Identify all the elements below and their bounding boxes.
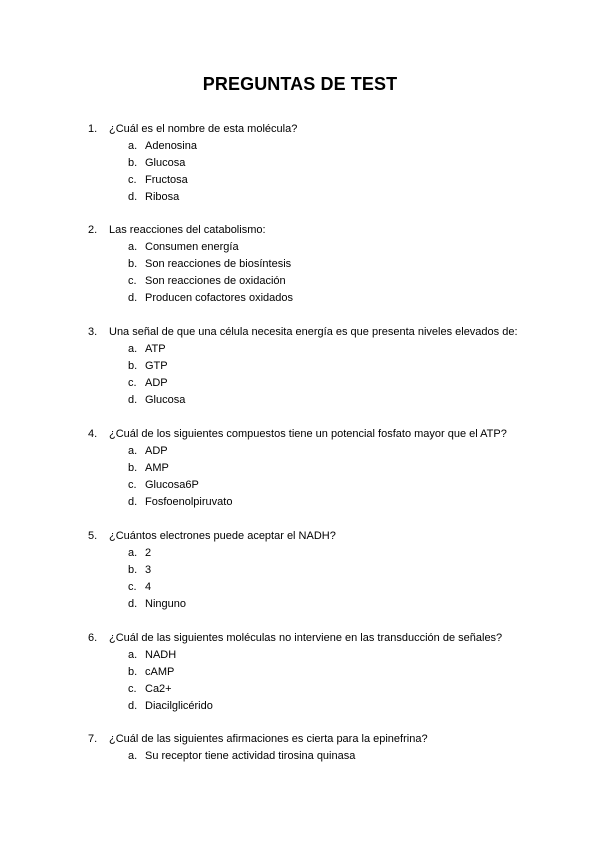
option-letter: c. [128, 174, 137, 186]
question-number: 4. [88, 428, 98, 440]
option-letter: b. [128, 360, 138, 372]
option-a [88, 545, 558, 562]
option-list [88, 748, 558, 765]
option-letter: c. [128, 275, 137, 287]
option-d [88, 290, 558, 307]
option-letter: c. [128, 479, 137, 491]
option-letter: a. [128, 649, 138, 661]
question-text: Una señal de que una célula necesita energía es que presenta niveles elevados de: [109, 326, 518, 338]
option-c [88, 172, 558, 189]
option-text: Fosfoenolpiruvato [145, 496, 233, 508]
option-list [88, 341, 558, 409]
option-letter: b. [128, 666, 138, 678]
option-text: Ca2+ [145, 683, 172, 695]
option-b [88, 155, 558, 172]
option-a [88, 239, 558, 256]
option-text: NADH [145, 649, 177, 661]
question-1 [88, 121, 558, 206]
option-letter: c. [128, 683, 137, 695]
option-text: Son reacciones de biosíntesis [145, 258, 292, 270]
option-b [88, 460, 558, 477]
option-text: 3 [145, 564, 152, 576]
page-title: PREGUNTAS DE TEST [202, 74, 398, 94]
question-text: ¿Cuál de los siguientes compuestos tiene un potencial fosfato mayor que el ATP? [109, 428, 507, 440]
option-d [88, 392, 558, 409]
option-c [88, 375, 558, 392]
option-text: Glucosa6P [145, 479, 199, 491]
option-text: 4 [145, 581, 152, 593]
option-text: Son reacciones de oxidación [145, 275, 286, 287]
option-text: Consumen energía [145, 241, 239, 253]
option-text: Producen cofactores oxidados [145, 292, 293, 304]
question-number: 6. [88, 632, 98, 644]
question-text: ¿Cuántos electrones puede aceptar el NADH? [109, 530, 336, 542]
option-text: Glucosa [145, 157, 186, 169]
option-text: ATP [145, 343, 166, 355]
option-list [88, 138, 558, 206]
question-text: ¿Cuál de las siguientes afirmaciones es cierta para la epinefrina? [109, 733, 428, 745]
option-c [88, 579, 558, 596]
option-a [88, 138, 558, 155]
option-list [88, 647, 558, 715]
option-letter: a. [128, 547, 138, 559]
option-b [88, 256, 558, 273]
option-list [88, 545, 558, 613]
option-d [88, 494, 558, 511]
question-line [88, 222, 558, 239]
option-list [88, 239, 558, 307]
option-letter: d. [128, 191, 138, 203]
option-b [88, 664, 558, 681]
question-2 [88, 222, 558, 307]
option-letter: a. [128, 140, 138, 152]
option-letter: d. [128, 700, 138, 712]
option-text: Glucosa [145, 394, 186, 406]
question-line [88, 731, 558, 748]
option-letter: c. [128, 377, 137, 389]
option-letter: b. [128, 258, 138, 270]
option-d [88, 189, 558, 206]
question-number: 3. [88, 326, 98, 338]
question-text: ¿Cuál es el nombre de esta molécula? [109, 123, 298, 135]
option-letter: d. [128, 598, 138, 610]
question-number: 1. [88, 123, 98, 135]
option-letter: a. [128, 343, 138, 355]
option-text: AMP [145, 462, 169, 474]
option-c [88, 681, 558, 698]
question-number: 2. [88, 224, 98, 236]
question-3 [88, 324, 558, 409]
question-line [88, 528, 558, 545]
option-b [88, 358, 558, 375]
option-b [88, 562, 558, 579]
option-d [88, 698, 558, 715]
option-text: cAMP [145, 666, 175, 678]
option-letter: c. [128, 581, 137, 593]
question-5 [88, 528, 558, 613]
question-7 [88, 731, 558, 765]
option-text: ADP [145, 377, 168, 389]
option-text: Adenosina [145, 140, 197, 152]
option-text: Ribosa [145, 191, 180, 203]
option-letter: d. [128, 394, 138, 406]
question-4 [88, 426, 558, 511]
question-line [88, 121, 558, 138]
option-d [88, 596, 558, 613]
option-text: ADP [145, 445, 168, 457]
question-number: 7. [88, 733, 98, 745]
option-letter: b. [128, 564, 138, 576]
option-text: Diacilglicérido [145, 700, 213, 712]
option-letter: a. [128, 241, 138, 253]
option-letter: a. [128, 445, 138, 457]
option-letter: d. [128, 292, 138, 304]
option-letter: a. [128, 750, 138, 762]
option-c [88, 477, 558, 494]
question-line [88, 426, 558, 443]
question-6 [88, 630, 558, 715]
question-line [88, 630, 558, 647]
option-text: Fructosa [145, 174, 188, 186]
option-a [88, 443, 558, 460]
question-text: Las reacciones del catabolismo: [109, 224, 266, 236]
question-number: 5. [88, 530, 98, 542]
option-a [88, 647, 558, 664]
option-text: Su receptor tiene actividad tirosina quinasa [145, 750, 356, 762]
option-list [88, 443, 558, 511]
option-text: 2 [145, 547, 152, 559]
option-c [88, 273, 558, 290]
option-a [88, 341, 558, 358]
question-line [88, 324, 558, 341]
question-text: ¿Cuál de las siguientes moléculas no interviene en las transducción de señales? [109, 632, 503, 644]
option-letter: d. [128, 496, 138, 508]
option-text: Ninguno [145, 598, 186, 610]
option-a [88, 748, 558, 765]
option-letter: b. [128, 157, 138, 169]
option-letter: b. [128, 462, 138, 474]
option-text: GTP [145, 360, 168, 372]
